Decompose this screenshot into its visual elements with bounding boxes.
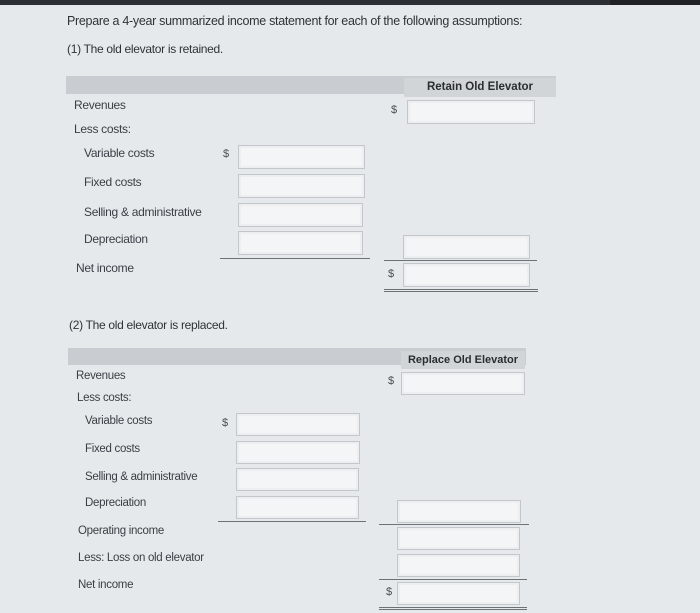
replace-revenues-currency: $ (388, 375, 395, 387)
retain-row-fixed-costs: Fixed costs (84, 175, 142, 189)
replace-variable-costs-input[interactable] (236, 413, 360, 436)
assumption-replace: (2) The old elevator is replaced. (69, 318, 228, 332)
replace-depreciation-input[interactable] (236, 496, 359, 519)
replace-row-operating-income: Operating income (78, 525, 164, 537)
replace-revenues-input[interactable] (401, 372, 525, 395)
retain-costs-subtotal-rule (220, 258, 370, 259)
retain-net-income-double-rule (384, 289, 538, 292)
retain-variable-costs-input[interactable] (238, 145, 365, 169)
replace-row-fixed-costs: Fixed costs (85, 443, 140, 455)
replace-net-income-input[interactable] (397, 582, 520, 605)
retain-net-income-currency: $ (388, 268, 395, 280)
replace-row-net-income: Net income (78, 579, 134, 591)
replace-row-variable-costs: Variable costs (85, 415, 153, 427)
replace-total-costs-input[interactable] (397, 500, 521, 523)
replace-fixed-costs-input[interactable] (236, 441, 360, 464)
retain-net-income-rule (384, 260, 537, 261)
replace-loss-old-elevator-input[interactable] (397, 554, 520, 577)
retain-depreciation-input[interactable] (238, 231, 363, 255)
replace-selling-admin-input[interactable] (236, 468, 359, 491)
retain-net-income-input[interactable] (403, 263, 530, 287)
retain-row-selling-admin: Selling & administrative (84, 205, 202, 219)
retain-column-header: Retain Old Elevator (404, 78, 556, 97)
retain-variable-costs-currency: $ (223, 148, 230, 160)
replace-row-loss-old-elevator: Less: Loss on old elevator (78, 552, 204, 564)
retain-row-depreciation: Depreciation (84, 232, 148, 246)
replace-row-selling-admin: Selling & administrative (85, 471, 198, 483)
retain-row-net-income: Net income (76, 261, 134, 275)
window-top-edge (0, 0, 700, 5)
replace-net-income-double-rule (379, 607, 527, 610)
replace-net-income-rule (379, 579, 527, 580)
retain-selling-admin-input[interactable] (238, 203, 363, 227)
replace-row-revenues: Revenues (76, 370, 126, 382)
retain-fixed-costs-input[interactable] (238, 174, 365, 198)
replace-variable-costs-currency: $ (222, 417, 229, 429)
replace-column-header: Replace Old Elevator (401, 351, 525, 369)
assumption-retain: (1) The old elevator is retained. (67, 42, 223, 56)
replace-net-income-currency: $ (386, 586, 393, 598)
retain-total-costs-input[interactable] (403, 235, 530, 259)
retain-row-revenues: Revenues (74, 98, 126, 112)
retain-row-less-costs: Less costs: (74, 122, 131, 136)
retain-row-variable-costs: Variable costs (84, 146, 155, 160)
replace-row-less-costs: Less costs: (77, 392, 132, 404)
replace-costs-subtotal-rule (218, 521, 366, 522)
retain-revenues-input[interactable] (407, 100, 535, 124)
retain-revenues-currency: $ (391, 104, 398, 116)
instructions-heading: Prepare a 4-year summarized income statement for each of the following assumptions: (67, 14, 523, 28)
window-top-edge-dark (610, 0, 700, 5)
replace-operating-income-rule (379, 524, 529, 525)
replace-row-depreciation: Depreciation (85, 497, 146, 509)
replace-operating-income-input[interactable] (397, 527, 520, 550)
